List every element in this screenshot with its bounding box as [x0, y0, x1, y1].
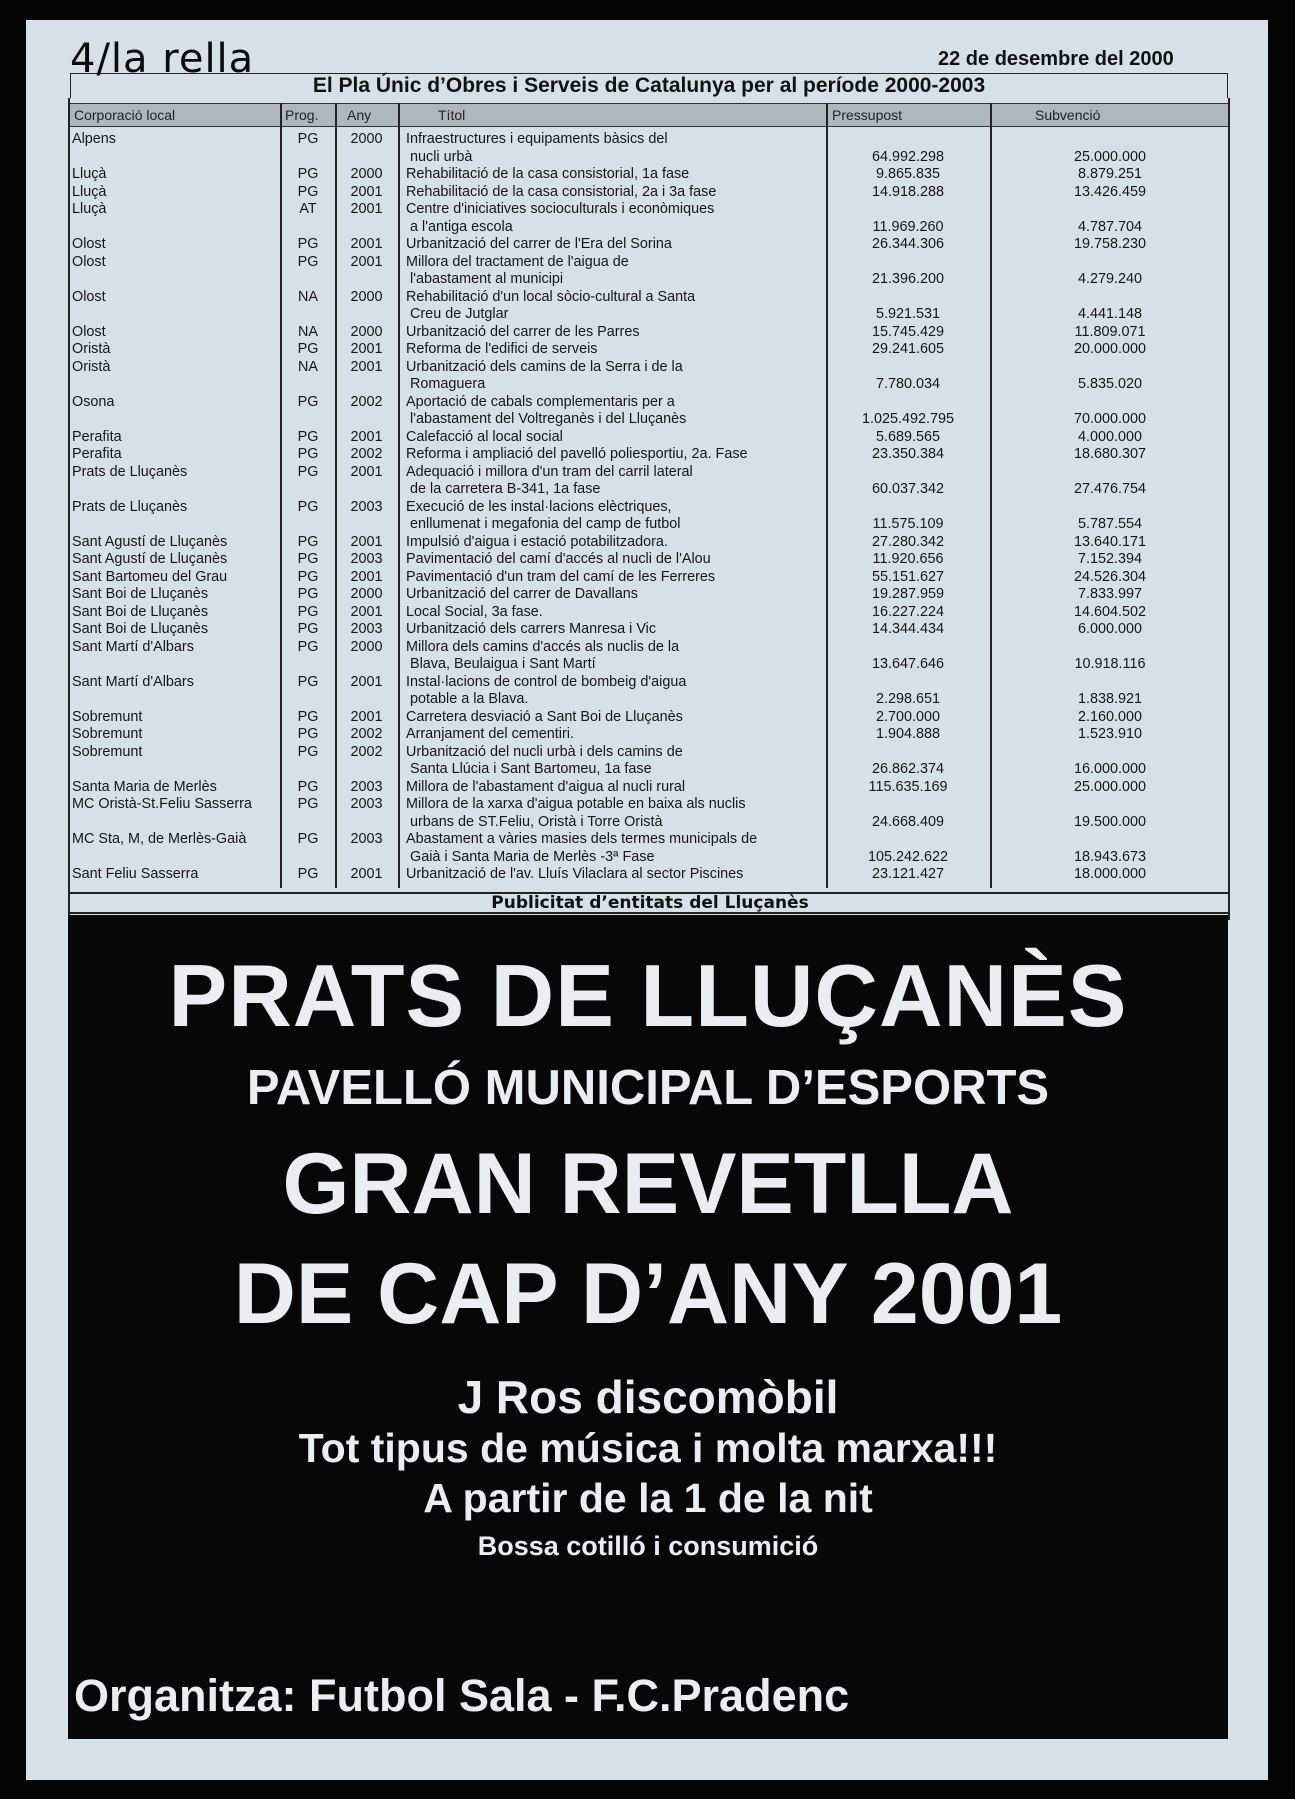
cell-prog: PG: [297, 831, 319, 847]
cell-pressupost: 19.287.959: [871, 586, 945, 602]
cell-pressupost: 14.344.434: [871, 621, 945, 637]
cell-corporacio: Sant Boi de Lluçanès: [72, 621, 209, 637]
cell-corporacio: Sant Agustí de Lluçanès: [72, 533, 228, 550]
cell-corporacio: Alpens: [72, 131, 117, 147]
cell-pressupost: 11.969.260: [872, 218, 944, 235]
cell-any: 2003: [350, 498, 383, 515]
header-titol: Títol: [438, 107, 466, 123]
cell-subvencio: 27.476.754: [1073, 481, 1147, 497]
cell-pressupost: 29.241.605: [871, 341, 945, 357]
cell-subvencio: 18.000.000: [1073, 866, 1147, 882]
cell-prog: PG: [297, 428, 319, 445]
cell-prog: NA: [298, 288, 318, 305]
cell-corporacio: Sobremunt: [72, 743, 143, 760]
cell-pressupost: 11.920.656: [872, 551, 944, 567]
cell-prog: PG: [297, 866, 319, 882]
cell-any: 2003: [350, 831, 383, 847]
cell-pressupost: 27.280.342: [871, 533, 945, 550]
cell-prog: PG: [297, 621, 319, 637]
cell-any: 2002: [350, 743, 383, 760]
cell-prog: PG: [297, 498, 319, 515]
cell-subvencio: 13.426.459: [1073, 183, 1147, 200]
cell-prog: PG: [297, 708, 319, 725]
cell-pressupost: 2.700.000: [875, 708, 941, 725]
cell-titol: Instal·lacions de control de bombeig d'aigua: [406, 673, 687, 690]
ad-time: A partir de la 1 de la nit: [423, 1475, 873, 1521]
cell-prog: PG: [297, 463, 319, 480]
cell-subvencio: 19.758.230: [1073, 236, 1147, 252]
cell-titol: Urbanització del carrer de les Parres: [406, 323, 640, 340]
cell-subvencio: 4.000.000: [1077, 428, 1143, 445]
cell-prog: PG: [297, 586, 319, 602]
cell-titol: Rehabilitació d'un local sòcio-cultural a Santa: [406, 288, 696, 305]
cell-pressupost: 7.780.034: [875, 376, 941, 392]
cell-prog: PG: [297, 446, 319, 462]
table-header: [70, 103, 1228, 127]
cell-subvencio: 19.500.000: [1073, 813, 1147, 830]
header-pressupost: Pressupost: [832, 107, 903, 123]
cell-any: 2001: [350, 673, 383, 690]
cell-titol: Pavimentació d'un tram del camí de les Ferreres: [406, 568, 716, 585]
column-divider: [335, 103, 337, 888]
cell-subvencio: 25.000.000: [1073, 778, 1147, 795]
cell-corporacio: Sant Agustí de Lluçanès: [72, 551, 228, 567]
cell-prog: PG: [297, 726, 319, 742]
masthead-title: /la rella: [96, 36, 255, 82]
cell-any: 2000: [350, 638, 383, 655]
cell-any: 2003: [350, 621, 383, 637]
cell-subvencio: 16.000.000: [1073, 761, 1147, 777]
cell-titol: Urbanització dels camins de la Serra i de la: [406, 358, 683, 375]
cell-corporacio: Osona: [72, 393, 115, 410]
cell-pressupost: 55.151.627: [871, 568, 945, 585]
ad-dj: J Ros discomòbil: [457, 1371, 839, 1423]
cell-any: 2003: [350, 551, 383, 567]
cell-corporacio: Olost: [72, 288, 106, 305]
cell-titol: Gaià i Santa Maria de Merlès -3ª Fase: [410, 848, 655, 865]
cell-prog: PG: [297, 131, 319, 147]
cell-subvencio: 70.000.000: [1073, 411, 1147, 427]
cell-corporacio: Olost: [72, 323, 106, 340]
cell-titol: l'abastament del Voltreganès i del Lluçanès: [410, 411, 687, 427]
cell-titol: Adequació i millora d'un tram del carril lateral: [406, 463, 693, 480]
cell-any: 2001: [350, 253, 383, 270]
cell-titol: Urbanització del nucli urbà i dels camins de: [406, 743, 683, 760]
cell-prog: NA: [298, 358, 318, 375]
cell-titol: Millora del tractament de l'aigua de: [406, 253, 629, 270]
cell-pressupost: 1.904.888: [875, 726, 941, 742]
cell-subvencio: 5.835.020: [1077, 376, 1143, 392]
cell-pressupost: 1.025.492.795: [861, 411, 955, 427]
cell-titol: Execució de les instal·lacions elèctriques,: [406, 498, 672, 515]
cell-any: 2001: [350, 603, 383, 620]
header-prog: Prog.: [285, 107, 319, 123]
cell-subvencio: 11.809.071: [1074, 323, 1146, 340]
cell-titol: nucli urbà: [410, 148, 473, 165]
cell-subvencio: 24.526.304: [1073, 568, 1147, 585]
cell-corporacio: Oristà: [72, 358, 111, 375]
table-title: El Pla Únic d’Obres i Serveis de Catalunya per al període 2000-2003: [70, 73, 1228, 98]
cell-prog: PG: [297, 341, 319, 357]
cell-titol: Urbanització del carrer de Davallans: [406, 586, 638, 602]
cell-titol: Local Social, 3a fase.: [406, 603, 543, 620]
cell-any: 2001: [350, 236, 383, 252]
cell-pressupost: 60.037.342: [871, 481, 945, 497]
cell-corporacio: Perafita: [72, 428, 122, 445]
ad-town: PRATS DE LLUÇANÈS: [168, 946, 1128, 1045]
cell-titol: Millora de l'abastament d'aigua al nucli rural: [406, 778, 686, 795]
cell-pressupost: 16.227.224: [871, 603, 945, 620]
cell-titol: Calefacció al local social: [406, 428, 563, 445]
cell-titol: Centre d'iniciatives socioculturals i econòmiques: [406, 201, 715, 217]
cell-titol: Creu de Jutglar: [410, 306, 509, 322]
cell-corporacio: Lluçà: [72, 183, 107, 200]
cell-any: 2001: [350, 183, 383, 200]
cell-subvencio: 4.787.704: [1077, 218, 1143, 235]
cell-subvencio: 25.000.000: [1073, 148, 1147, 165]
cell-pressupost: 5.689.565: [875, 428, 941, 445]
cell-corporacio: Sobremunt: [72, 726, 143, 742]
cell-any: 2001: [350, 358, 383, 375]
cell-subvencio: 2.160.000: [1077, 708, 1143, 725]
cell-prog: PG: [297, 183, 319, 200]
cell-corporacio: Prats de Lluçanès: [72, 498, 188, 515]
cell-prog: PG: [297, 568, 319, 585]
cell-any: 2000: [350, 288, 383, 305]
cell-corporacio: Sant Martí d'Albars: [72, 638, 194, 655]
cell-subvencio: 14.604.502: [1073, 603, 1147, 620]
cell-pressupost: 13.647.646: [871, 656, 945, 672]
cell-titol: Urbanització dels carrers Manresa i Vic: [406, 621, 657, 637]
cell-titol: Romaguera: [410, 376, 486, 392]
header-subvencio: Subvenció: [1035, 107, 1101, 123]
header-corporacio: Corporació local: [74, 107, 176, 123]
cell-corporacio: Oristà: [72, 341, 111, 357]
header-any: Any: [347, 107, 372, 123]
cell-prog: PG: [297, 638, 319, 655]
cell-titol: de la carretera B-341, 1a fase: [410, 481, 601, 497]
cell-titol: urbans de ST.Feliu, Oristà i Torre Oristà: [410, 813, 663, 830]
cell-corporacio: MC Oristà-St.Feliu Sasserra: [72, 796, 252, 812]
cell-subvencio: 20.000.000: [1073, 341, 1147, 357]
cell-prog: PG: [297, 393, 319, 410]
cell-pressupost: 2.298.651: [875, 691, 941, 707]
cell-corporacio: Sant Martí d'Albars: [72, 673, 194, 690]
cell-prog: PG: [297, 673, 319, 690]
cell-prog: PG: [297, 778, 319, 795]
cell-corporacio: MC Sta, M, de Merlès-Gaià: [72, 831, 247, 847]
cell-prog: PG: [297, 743, 319, 760]
cell-subvencio: 10.918.116: [1074, 656, 1146, 672]
cell-corporacio: Olost: [72, 253, 106, 270]
cell-any: 2001: [350, 201, 383, 217]
cell-subvencio: 18.943.673: [1073, 848, 1147, 865]
cell-any: 2002: [350, 446, 383, 462]
cell-subvencio: 13.640.171: [1073, 533, 1147, 550]
cell-titol: Rehabilitació de la casa consistorial, 1a fase: [406, 166, 690, 182]
cell-subvencio: 8.879.251: [1077, 166, 1143, 182]
ad-venue: PAVELLÓ MUNICIPAL D’ESPORTS: [246, 1061, 1050, 1115]
cell-pressupost: 26.862.374: [871, 761, 945, 777]
cell-pressupost: 105.242.622: [867, 848, 949, 865]
cell-pressupost: 5.921.531: [875, 306, 941, 322]
cell-any: 2001: [350, 428, 383, 445]
cell-pressupost: 15.745.429: [871, 323, 945, 340]
cell-prog: PG: [297, 603, 319, 620]
cell-subvencio: 4.279.240: [1077, 271, 1143, 287]
cell-corporacio: Prats de Lluçanès: [72, 463, 188, 480]
ad-bag: Bossa cotilló i consumició: [477, 1531, 819, 1561]
cell-any: 2002: [350, 726, 383, 742]
ad-event-subtitle: DE CAP D’ANY 2001: [233, 1246, 1063, 1342]
cell-corporacio: Olost: [72, 236, 106, 252]
cell-pressupost: 64.992.298: [871, 148, 945, 165]
cell-subvencio: 1.523.910: [1077, 726, 1143, 742]
cell-titol: Carretera desviació a Sant Boi de Lluçanès: [406, 708, 683, 725]
cell-corporacio: Sant Bartomeu del Grau: [72, 568, 228, 585]
cell-pressupost: 11.575.109: [872, 516, 944, 532]
cell-any: 2001: [350, 341, 383, 357]
cell-titol: Santa Llúcia i Sant Bartomeu, 1a fase: [410, 761, 652, 777]
cell-prog: PG: [297, 533, 319, 550]
cell-subvencio: 1.838.921: [1077, 691, 1143, 707]
cell-any: 2001: [350, 866, 383, 882]
cell-pressupost: 9.865.835: [875, 166, 941, 182]
cell-corporacio: Lluçà: [72, 166, 107, 182]
cell-corporacio: Sant Feliu Sasserra: [72, 866, 199, 882]
cell-any: 2001: [350, 568, 383, 585]
cell-corporacio: Sobremunt: [72, 708, 143, 725]
cell-titol: Impulsió d'aigua i estació potabilitzadora.: [406, 533, 668, 550]
cell-pressupost: 26.344.306: [871, 236, 945, 252]
cell-subvencio: 5.787.554: [1077, 516, 1143, 532]
cell-titol: Abastament a vàries masies dels termes municipals de: [406, 831, 758, 847]
cell-prog: PG: [297, 236, 319, 252]
cell-any: 2000: [350, 131, 383, 147]
cell-corporacio: Perafita: [72, 446, 122, 462]
cell-titol: enllumenat i megafonia del camp de futbol: [410, 516, 681, 532]
cell-any: 2002: [350, 393, 383, 410]
cell-any: 2001: [350, 533, 383, 550]
cell-titol: Blava, Beulaigua i Sant Martí: [410, 656, 596, 672]
cell-corporacio: Sant Boi de Lluçanès: [72, 586, 209, 602]
cell-titol: a l'antiga escola: [410, 218, 513, 235]
cell-titol: l'abastament al municipi: [410, 271, 564, 287]
cell-titol: Rehabilitació de la casa consistorial, 2a i 3a fase: [406, 183, 717, 200]
cell-prog: PG: [297, 253, 319, 270]
cell-pressupost: 115.635.169: [868, 778, 948, 795]
ad-event-title: GRAN REVETLLA: [282, 1136, 1014, 1232]
cell-prog: PG: [297, 796, 319, 812]
cell-any: 2003: [350, 778, 383, 795]
column-divider: [398, 103, 400, 888]
cell-any: 2001: [350, 463, 383, 480]
cell-prog: PG: [297, 551, 319, 567]
cell-pressupost: 21.396.200: [871, 271, 945, 287]
cell-titol: Reforma i ampliació del pavelló poliesportiu, 2a. Fase: [406, 446, 748, 462]
cell-titol: Infraestructures i equipaments bàsics del: [406, 131, 668, 147]
cell-titol: Millora de la xarxa d'aigua potable en baixa als nuclis: [406, 796, 746, 812]
issue-date: 22 de desembre del 2000: [938, 48, 1174, 70]
cell-subvencio: 18.680.307: [1073, 446, 1147, 462]
cell-any: 2000: [350, 166, 383, 182]
cell-pressupost: 23.350.384: [871, 446, 945, 462]
cell-any: 2003: [350, 796, 383, 812]
cell-corporacio: Santa Maria de Merlès: [72, 778, 217, 795]
cell-any: 2000: [350, 586, 383, 602]
cell-subvencio: 7.833.997: [1077, 586, 1143, 602]
cell-titol: Millora dels camins d'accés als nuclis de la: [406, 638, 680, 655]
cell-any: 2000: [350, 323, 383, 340]
cell-corporacio: Lluçà: [72, 201, 107, 217]
cell-subvencio: 4.441.148: [1077, 306, 1143, 322]
cell-titol: Urbanització del carrer de l'Era del Sorina: [406, 236, 672, 252]
ad-banner: Publicitat d’entitats del Lluçanès: [70, 892, 1230, 914]
cell-titol: Urbanització de l'av. Lluís Vilaclara al sector Piscines: [406, 866, 744, 882]
cell-pressupost: 14.918.288: [871, 183, 945, 200]
column-divider: [280, 103, 282, 888]
cell-titol: potable a la Blava.: [410, 691, 529, 707]
cell-prog: AT: [299, 201, 317, 217]
cell-any: 2001: [350, 708, 383, 725]
cell-corporacio: Sant Boi de Lluçanès: [72, 603, 209, 620]
page-number: 4: [70, 36, 97, 82]
advertisement: [68, 915, 1228, 1739]
cell-titol: Arranjament del cementiri.: [406, 726, 574, 742]
cell-subvencio: 6.000.000: [1077, 621, 1143, 637]
cell-pressupost: 24.668.409: [871, 813, 945, 830]
cell-pressupost: 23.121.427: [871, 866, 945, 882]
cell-prog: NA: [298, 323, 318, 340]
cell-subvencio: 7.152.394: [1077, 551, 1143, 567]
cell-titol: Aportació de cabals complementaris per a: [406, 393, 675, 410]
ad-organizer: Organitza: Futbol Sala - F.C.Pradenc: [74, 1670, 850, 1721]
ad-music: Tot tipus de música i molta marxa!!!: [298, 1425, 998, 1471]
cell-titol: Reforma de l'edifici de serveis: [406, 341, 598, 357]
cell-prog: PG: [297, 166, 319, 182]
cell-titol: Pavimentació del camí d'accés al nucli de l'Alou: [406, 551, 711, 567]
